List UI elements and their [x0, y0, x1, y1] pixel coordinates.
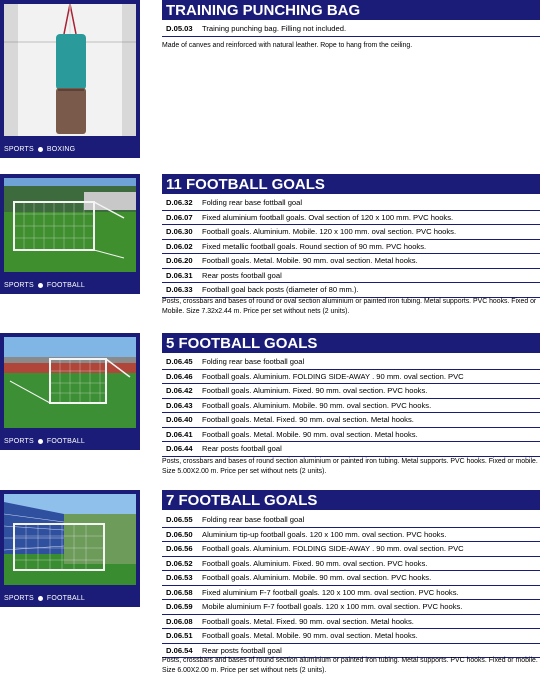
sport-caption: [4, 146, 75, 153]
product-row: [162, 442, 540, 457]
product-row: [162, 269, 540, 284]
product-code: D.06.58: [166, 587, 193, 597]
product-desc: Football goals. Aluminium. Mobile. 90 mm. oval section. PVC hooks.: [202, 573, 432, 582]
product-row: [162, 586, 540, 601]
product-row: [162, 22, 540, 37]
product-list: [162, 355, 540, 457]
product-code: D.06.43: [166, 400, 193, 410]
product-row: [162, 283, 540, 298]
caption-sport: SPORTS: [4, 282, 34, 289]
product-row: [162, 571, 540, 586]
product-code: D.06.41: [166, 429, 193, 439]
section-note: Made of canves and reinforced with natural leather. Rope to hang from the ceiling.: [162, 42, 413, 49]
product-code: D.06.53: [166, 573, 193, 582]
product-code: D.06.08: [166, 616, 193, 626]
product-desc: Football goals. Aluminium. Fixed. 90 mm. oval section. PVC hooks.: [202, 386, 428, 395]
product-photo-panel: [0, 0, 140, 158]
product-row: [162, 384, 540, 399]
product-desc: Rear posts football goal: [202, 645, 282, 655]
product-code: D.06.46: [166, 371, 193, 381]
product-list: [162, 196, 540, 298]
section-title: TRAINING PUNCHING BAG: [162, 0, 540, 20]
product-code: D.06.33: [166, 285, 193, 294]
punching-bag-image: [4, 4, 136, 136]
product-code: D.06.07: [166, 212, 193, 222]
product-code: D.05.03: [166, 24, 193, 33]
product-desc: Football goals. Aluminium. Fixed. 90 mm. oval section. PVC hooks.: [202, 558, 428, 568]
product-desc: Fixed aluminium F-7 football goals. 120 x 100 mm. oval section. PVC hooks.: [202, 587, 459, 597]
section-title: 11 FOOTBALL GOALS: [162, 174, 540, 194]
football-goal-image: [4, 178, 136, 272]
caption-sport: SPORTS: [4, 595, 34, 602]
product-desc: Football goals. Aluminium. Mobile. 90 mm. oval section. PVC hooks.: [202, 400, 432, 410]
bullet-icon: [38, 596, 43, 601]
product-code: D.06.52: [166, 558, 193, 568]
caption-category: FOOTBALL: [46, 282, 86, 289]
product-code: D.06.54: [166, 645, 193, 655]
product-row: [162, 528, 540, 543]
product-photo-panel: [0, 490, 140, 607]
product-row: [162, 225, 540, 240]
product-desc: Folding rear base fottball goal: [202, 198, 303, 207]
product-code: D.06.02: [166, 241, 193, 251]
product-code: D.06.50: [166, 529, 193, 539]
product-row: [162, 542, 540, 557]
caption-category: FOOTBALL: [46, 595, 86, 602]
product-row: [162, 240, 540, 255]
product-row: [162, 254, 540, 269]
product-desc: Rear posts football goal: [202, 270, 282, 280]
section-title: 7 FOOTBALL GOALS: [162, 490, 540, 510]
product-code: D.06.45: [166, 357, 193, 366]
product-row: [162, 615, 540, 630]
product-desc: Football goals. Metal. Mobile. 90 mm. oval section. Metal hooks.: [202, 256, 418, 265]
product-desc: Football goals. Metal. Fixed. 90 mm. oval section. Metal hooks.: [202, 415, 414, 424]
football-goal-image: [4, 494, 136, 585]
section-note: Posts, crossbars and bases of round section aluminium or painted iron tubing. Metal supports. PVC hooks. Fixed or mobile. Size 6.00X2.00 m. Price per set without nets (2 units).: [162, 657, 538, 674]
product-row: [162, 629, 540, 644]
section-note: Posts, crossbars and bases of round section aluminium or painted iron tubing. Metal supports. PVC hooks. Fixed or mobile. Size 5.00X2.00 m. Price per set without nets (2 units).: [162, 458, 538, 475]
product-row: [162, 557, 540, 572]
sport-caption: [4, 282, 85, 289]
caption-category: BOXING: [46, 146, 76, 153]
caption-sport: SPORTS: [4, 438, 34, 445]
product-desc: Football goals. Aluminium. Mobile. 120 x 100 mm. oval section. PVC hooks.: [202, 227, 457, 236]
product-desc: Football goals. Metal. Mobile. 90 mm. oval section. Metal hooks.: [202, 631, 418, 640]
product-code: D.06.30: [166, 227, 193, 236]
product-list: [162, 513, 540, 658]
product-code: D.06.20: [166, 256, 193, 265]
product-desc: Football goals. Metal. Fixed. 90 mm. oval section. Metal hooks.: [202, 616, 414, 626]
product-code: D.06.56: [166, 544, 193, 553]
section-title: 5 FOOTBALL GOALS: [162, 333, 540, 353]
product-row: [162, 211, 540, 226]
product-code: D.06.51: [166, 631, 193, 640]
product-desc: Football goals. Aluminium. FOLDING SIDE-AWAY . 90 mm. oval section. PVC: [202, 371, 464, 381]
bullet-icon: [38, 147, 43, 152]
product-row: [162, 196, 540, 211]
product-row: [162, 355, 540, 370]
product-row: [162, 600, 540, 615]
product-desc: Football goal back posts (diameter of 80 mm.).: [202, 285, 359, 294]
product-code: D.06.42: [166, 386, 193, 395]
section-note: Posts, crossbars and bases of round or oval section aluminium or painted iron tubing. Metal supports. PVC hooks. Fixed or Mobile. Size 7.32x2.44 m. Price per set without nets (2 units).: [162, 298, 537, 315]
product-photo-panel: [0, 174, 140, 294]
product-desc: Fixed metallic football goals. Round section of 90 mm. PVC hooks.: [202, 241, 427, 251]
bullet-icon: [38, 439, 43, 444]
football-goal-image: [4, 337, 136, 428]
product-row: [162, 370, 540, 385]
product-row: [162, 513, 540, 528]
product-list: [162, 22, 540, 37]
product-code: D.06.32: [166, 198, 193, 207]
product-code: D.06.55: [166, 515, 193, 524]
product-photo-panel: [0, 333, 140, 450]
bullet-icon: [38, 283, 43, 288]
sport-caption: [4, 595, 85, 602]
product-code: D.06.44: [166, 444, 193, 453]
product-desc: Football goals. Aluminium. FOLDING SIDE-AWAY . 90 mm. oval section. PVC: [202, 544, 464, 553]
product-desc: Football goals. Metal. Mobile. 90 mm. oval section. Metal hooks.: [202, 429, 418, 439]
product-desc: Aluminium tip-up football goals. 120 x 100 mm. oval section. PVC hooks.: [202, 529, 447, 539]
product-code: D.06.59: [166, 602, 193, 611]
product-desc: Folding rear base football goal: [202, 515, 305, 524]
product-desc: Rear posts football goal: [202, 444, 282, 453]
product-code: D.06.40: [166, 415, 193, 424]
product-row: [162, 399, 540, 414]
sport-caption: [4, 438, 85, 445]
caption-sport: SPORTS: [4, 146, 34, 153]
caption-category: FOOTBALL: [46, 438, 86, 445]
product-desc: Training punching bag. Filling not included.: [202, 24, 347, 33]
product-row: [162, 413, 540, 428]
product-row: [162, 428, 540, 443]
product-desc: Mobile aluminium F-7 football goals. 120 x 100 mm. oval section. PVC hooks.: [202, 602, 463, 611]
product-desc: Folding rear base football goal: [202, 357, 305, 366]
product-code: D.06.31: [166, 270, 193, 280]
product-desc: Fixed aluminium football goals. Oval section of 120 x 100 mm. PVC hooks.: [202, 212, 454, 222]
